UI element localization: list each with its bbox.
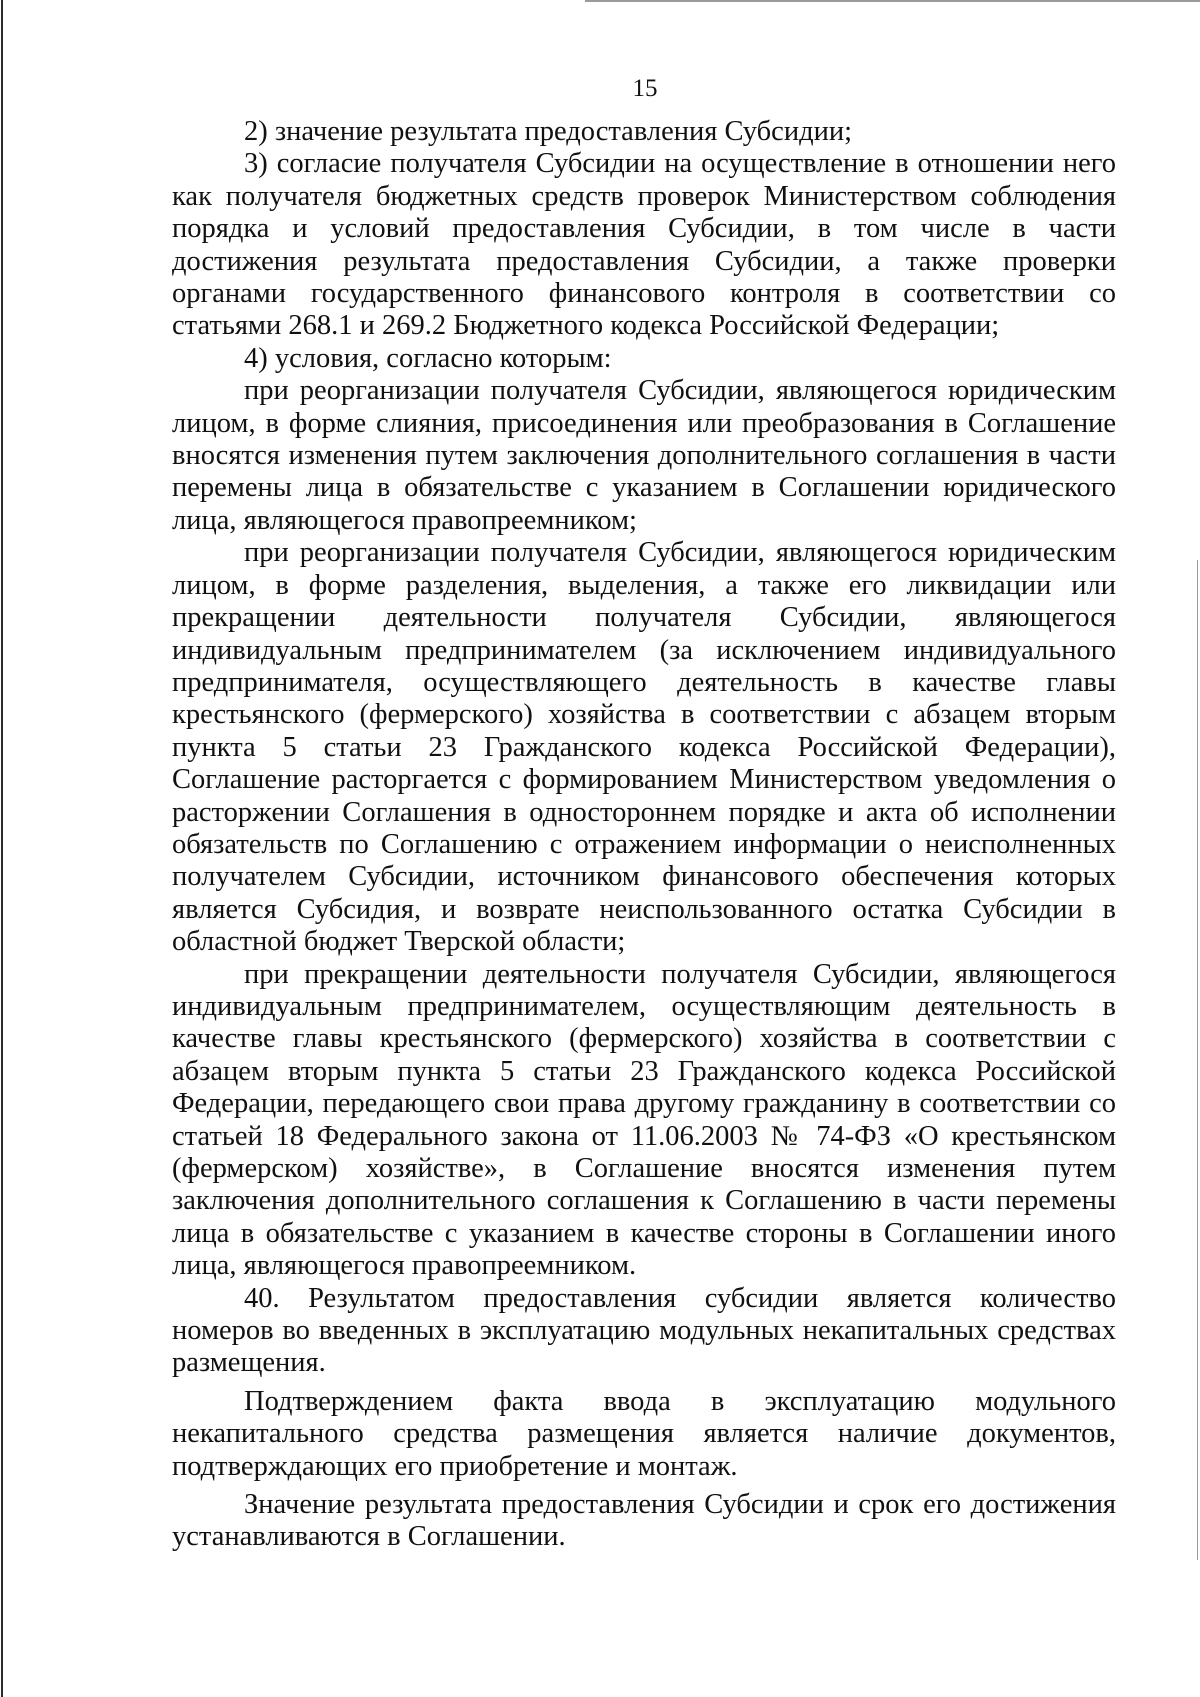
paragraph-item-3: 3) согласие получателя Субсидии на осуществление в отношении него как получателя бюджетных средств проверок Министерством соблюдения порядка и условий предоставления Субсидии, в том числе в части достижения результата предоставления Субсидии, а также проверки органами государственного финансового контроля в соответствии со статьями 268.1 и 269.2 Бюджетного кодекса Российской Федерации; <box>172 148 1116 342</box>
paragraph-merger-reorganization: при реорганизации получателя Субсидии, являющегося юридическим лицом, в форме слияния, присоединения или преобразования в Соглашение вносятся изменения путем заключения дополнительного соглашения в части перемены лица в обязательстве с указанием в Соглашении юридического лица, являющегося правопреемником; <box>172 375 1116 536</box>
paragraph-division-liquidation: при реорганизации получателя Субсидии, являющегося юридическим лицом, в форме разделения, выделения, а также его ликвидации или прекращении деятельности получателя Субсидии, являющегося индивидуальным предпринимателем (за исключением индивидуального предпринимателя, осуществляющего деятельность в качестве главы крестьянского (фермерского) хозяйства в соответствии с абзацем вторым пункта 5 статьи 23 Гражданского кодекса Российской Федерации), Соглашение расторгается с формированием Министерством уведомления о расторжении Соглашения в одностороннем порядке и акта об исполнении обязательств по Соглашению с отражением информации о неисполненных получателем Субсидии, источником финансового обеспечения которых является Субсидия, и возврате неиспользованного остатка Субсидии в областной бюджет Тверской области; <box>172 537 1116 958</box>
page-number: 15 <box>632 75 658 102</box>
scan-edge-right <box>1197 560 1198 1560</box>
paragraph-clause-40: 40. Результатом предоставления субсидии является количество номеров во введенных в эксплуатацию модульных некапитальных средствах размещения. <box>172 1282 1116 1379</box>
scan-edge-top <box>585 0 1200 2</box>
paragraph-confirmation: Подтверждением факта ввода в эксплуатацию модульного некапитального средства размещения является наличие документов, подтверждающих его приобретение и монтаж. <box>172 1385 1116 1482</box>
paragraph-item-2: 2) значение результата предоставления Субсидии; <box>244 116 853 147</box>
paragraph-farm-head-termination: при прекращении деятельности получателя Субсидии, являющегося индивидуальным предпринимателем, осуществляющим деятельность в качестве главы крестьянского (фермерского) хозяйства в соответствии с абзацем вторым пункта 5 статьи 23 Гражданского кодекса Российской Федерации, передающего свои права другому гражданину в соответствии со статьей 18 Федерального закона от 11.06.2003 № 74-ФЗ «О крестьянском (фермерском) хозяйстве», в Соглашение вносятся изменения путем заключения дополнительного соглашения к Соглашению в части перемены лица в обязательстве с указанием в качестве стороны в Соглашении иного лица, являющегося правопреемником. <box>172 958 1116 1282</box>
paragraph-result-value: Значение результата предоставления Субсидии и срок его достижения устанавливаются в Соглашении. <box>172 1489 1116 1553</box>
paragraph-item-4: 4) условия, согласно которым: <box>244 342 612 374</box>
document-body <box>172 116 1116 1554</box>
scan-edge-left <box>1 0 3 1697</box>
